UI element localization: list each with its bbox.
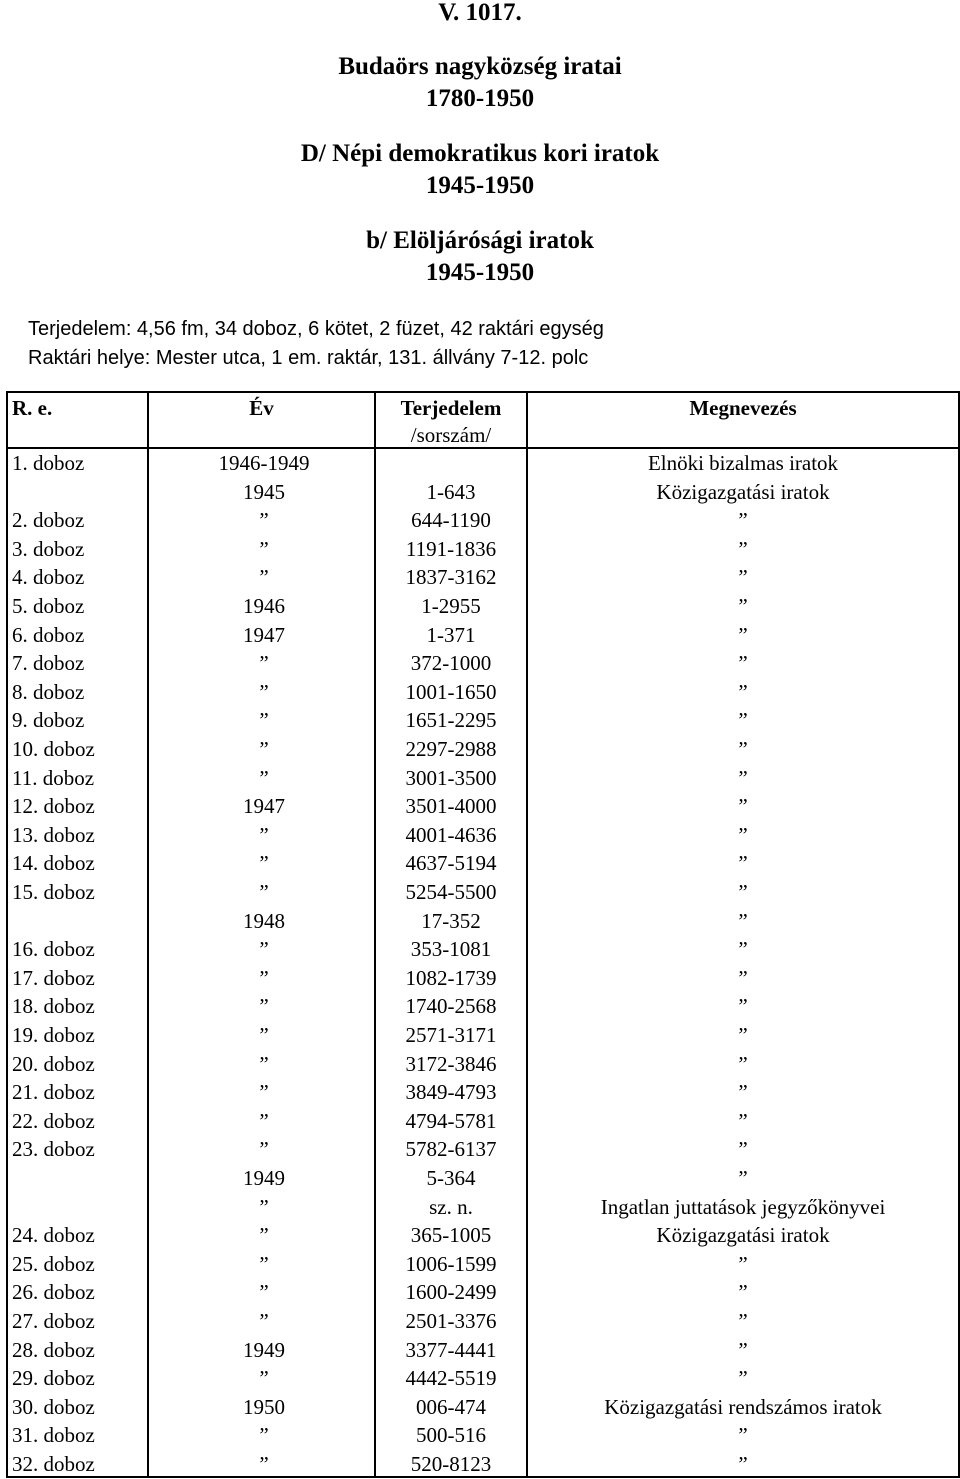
- section-title: D/ Népi demokratikus kori iratok: [300, 140, 660, 167]
- cell-year: ”: [259, 679, 269, 704]
- cell-re: 3. doboz: [12, 536, 85, 561]
- cell-year: ”: [259, 565, 269, 590]
- cell-year: ”: [259, 1108, 269, 1133]
- cell-re: 27. doboz: [12, 1309, 95, 1333]
- cell-year: 1949: [243, 1166, 285, 1190]
- cell-extent: 365-1005: [410, 1223, 492, 1248]
- cell-year: ”: [259, 737, 269, 761]
- cell-extent: 2501-3376: [405, 1309, 497, 1333]
- cell-extent: 4442-5519: [405, 1366, 497, 1391]
- cell-re: 25. doboz: [12, 1251, 95, 1276]
- table-row: [6, 506, 960, 535]
- cell-year: 1950: [243, 1394, 285, 1419]
- cell-designation: ”: [738, 1251, 748, 1276]
- cell-extent: 1-643: [426, 479, 476, 504]
- cell-re: 19. doboz: [12, 1023, 95, 1047]
- cell-designation: ”: [738, 1337, 748, 1362]
- cell-designation: ”: [738, 908, 748, 933]
- cell-designation: ”: [738, 765, 748, 790]
- cell-extent: 3377-4441: [405, 1337, 497, 1362]
- column-header-designation: Megnevezés: [689, 396, 797, 420]
- cell-extent: 3501-4000: [405, 794, 497, 819]
- cell-designation: ”: [738, 937, 748, 962]
- cell-designation: ”: [738, 822, 748, 847]
- cell-extent: 1082-1739: [405, 965, 497, 990]
- cell-year: ”: [259, 937, 269, 962]
- cell-re: 26. doboz: [12, 1280, 95, 1305]
- table-row: [6, 1364, 960, 1393]
- table-row: [6, 592, 960, 621]
- cell-extent: 1-371: [426, 622, 476, 647]
- cell-re: 4. doboz: [12, 565, 85, 590]
- cell-extent: 520-8123: [410, 1452, 492, 1476]
- cell-re: 30. doboz: [12, 1394, 95, 1419]
- cell-re: 11. doboz: [12, 765, 95, 790]
- cell-year: ”: [259, 1137, 269, 1162]
- table-row: [6, 1221, 960, 1250]
- cell-re: 9. doboz: [12, 708, 85, 733]
- cell-extent: 17-352: [421, 908, 481, 933]
- cell-designation: Ingatlan juttatások jegyzőkönyvei: [600, 1194, 886, 1219]
- cell-designation: ”: [738, 651, 748, 676]
- cell-year: ”: [259, 1452, 269, 1476]
- table-row: [6, 935, 960, 964]
- cell-extent: 5-364: [426, 1166, 476, 1190]
- cell-re: 12. doboz: [12, 794, 95, 819]
- cell-re: 14. doboz: [12, 851, 95, 876]
- document-code: V. 1017.: [438, 0, 522, 26]
- cell-extent: 644-1190: [411, 508, 491, 533]
- cell-re: 24. doboz: [12, 1223, 95, 1248]
- cell-year: 1947: [243, 794, 285, 819]
- cell-designation: ”: [738, 1366, 748, 1391]
- table-row: [6, 1421, 960, 1450]
- cell-extent: 3172-3846: [405, 1051, 497, 1076]
- cell-re: 31. doboz: [12, 1423, 95, 1448]
- table-row: [6, 764, 960, 793]
- cell-extent: 1740-2568: [405, 994, 497, 1019]
- table-row: [6, 964, 960, 993]
- table-row: [6, 706, 960, 735]
- cell-year: ”: [259, 822, 269, 847]
- cell-designation: ”: [738, 1023, 748, 1047]
- table-row: [6, 821, 960, 850]
- subsection-title: b/ Elöljárósági iratok: [366, 227, 594, 254]
- table-row: [6, 878, 960, 907]
- cell-designation: ”: [738, 1452, 748, 1476]
- cell-year: 1949: [243, 1337, 285, 1362]
- cell-extent: 1837-3162: [405, 565, 497, 590]
- cell-re: 17. doboz: [12, 965, 95, 990]
- table-row: [6, 1107, 960, 1136]
- cell-designation: ”: [738, 737, 748, 761]
- cell-re: 21. doboz: [12, 1080, 95, 1105]
- table-row: [6, 1193, 960, 1222]
- location-line: Raktári helye: Mester utca, 1 em. raktár, 131. állvány 7-12. polc: [28, 347, 589, 369]
- cell-re: 15. doboz: [12, 880, 95, 904]
- table-row: [6, 792, 960, 821]
- cell-year: 1947: [243, 622, 285, 647]
- table-row: [6, 1278, 960, 1307]
- cell-re: 22. doboz: [12, 1108, 95, 1133]
- table-row: [6, 1336, 960, 1365]
- table-row: [6, 735, 960, 764]
- cell-re: 8. doboz: [12, 679, 85, 704]
- cell-extent: 4794-5781: [405, 1108, 497, 1133]
- cell-year: ”: [259, 1023, 269, 1047]
- cell-designation: ”: [738, 565, 748, 590]
- cell-year: ”: [259, 851, 269, 876]
- cell-year: ”: [259, 1194, 269, 1219]
- cell-extent: 5254-5500: [405, 880, 497, 904]
- cell-re: 6. doboz: [12, 622, 85, 647]
- cell-extent: 3849-4793: [405, 1080, 497, 1105]
- cell-designation: ”: [738, 536, 748, 561]
- cell-extent: 1651-2295: [405, 708, 497, 733]
- table-row: [6, 563, 960, 592]
- cell-designation: ”: [738, 708, 748, 733]
- table-row: [6, 849, 960, 878]
- cell-extent: 1600-2499: [405, 1280, 497, 1305]
- cell-year: ”: [259, 765, 269, 790]
- cell-designation: Közigazgatási rendszámos iratok: [604, 1394, 882, 1419]
- cell-designation: ”: [738, 622, 748, 647]
- cell-year: ”: [259, 1251, 269, 1276]
- table-row: [6, 907, 960, 936]
- cell-re: 10. doboz: [12, 737, 95, 761]
- cell-designation: ”: [738, 1423, 748, 1448]
- cell-designation: ”: [738, 965, 748, 990]
- cell-extent: 1006-1599: [405, 1251, 497, 1276]
- table-row: [6, 678, 960, 707]
- cell-re: 16. doboz: [12, 937, 95, 962]
- cell-extent: 3001-3500: [405, 765, 497, 790]
- table-row: [6, 1078, 960, 1107]
- table-row: [6, 1250, 960, 1279]
- section-years: 1945-1950: [425, 172, 535, 199]
- table-row: [6, 992, 960, 1021]
- cell-re: 13. doboz: [12, 822, 95, 847]
- cell-extent: 1191-1836: [405, 536, 497, 561]
- cell-designation: ”: [738, 994, 748, 1019]
- column-header-re: R. e.: [12, 396, 53, 420]
- cell-designation: ”: [738, 1280, 748, 1305]
- cell-year: ”: [259, 651, 269, 676]
- cell-designation: ”: [738, 1080, 748, 1105]
- column-header-extent: Terjedelem: [400, 396, 502, 420]
- cell-extent: 2297-2988: [405, 737, 497, 761]
- document-title-years: 1780-1950: [425, 85, 535, 112]
- cell-extent: 372-1000: [410, 651, 492, 676]
- cell-re: 29. doboz: [12, 1366, 95, 1391]
- inventory-table: [6, 391, 960, 1478]
- cell-extent: 006-474: [416, 1394, 486, 1419]
- cell-year: ”: [259, 1223, 269, 1248]
- cell-year: 1945: [243, 479, 285, 504]
- table-row: [6, 1450, 960, 1479]
- cell-extent: 353-1081: [410, 937, 492, 962]
- cell-re: 5. doboz: [12, 594, 85, 618]
- table-row: [6, 535, 960, 564]
- table-row: [6, 1050, 960, 1079]
- cell-designation: ”: [738, 508, 748, 533]
- cell-extent: 1-2955: [421, 594, 481, 618]
- cell-extent: sz. n.: [429, 1194, 473, 1219]
- cell-designation: ”: [738, 1309, 748, 1333]
- cell-extent: 4001-4636: [405, 822, 497, 847]
- table-border-top: [6, 391, 960, 393]
- cell-designation: ”: [738, 1051, 748, 1076]
- cell-designation: Elnöki bizalmas iratok: [647, 451, 839, 475]
- cell-year: ”: [259, 1309, 269, 1333]
- cell-designation: ”: [738, 880, 748, 904]
- table-row: [6, 449, 960, 478]
- column-header-year: Év: [249, 396, 274, 420]
- cell-designation: ”: [738, 1137, 748, 1162]
- cell-extent: 1001-1650: [405, 679, 497, 704]
- cell-year: ”: [259, 508, 269, 533]
- cell-extent: 4637-5194: [405, 851, 497, 876]
- cell-year: ”: [259, 1051, 269, 1076]
- table-row: [6, 1021, 960, 1050]
- cell-re: 23. doboz: [12, 1137, 95, 1162]
- cell-designation: ”: [738, 1108, 748, 1133]
- cell-designation: ”: [738, 594, 748, 618]
- cell-year: ”: [259, 1280, 269, 1305]
- cell-re: 2. doboz: [12, 508, 85, 533]
- cell-designation: ”: [738, 679, 748, 704]
- cell-year: ”: [259, 994, 269, 1019]
- cell-year: ”: [259, 1080, 269, 1105]
- table-row: [6, 1307, 960, 1336]
- cell-designation: ”: [738, 851, 748, 876]
- cell-re: 28. doboz: [12, 1337, 95, 1362]
- table-row: [6, 1393, 960, 1422]
- cell-re: 32. doboz: [12, 1452, 95, 1476]
- cell-re: 7. doboz: [12, 651, 85, 676]
- table-row: [6, 1135, 960, 1164]
- subsection-years: 1945-1950: [425, 259, 535, 286]
- cell-year: 1948: [243, 908, 285, 933]
- cell-year: ”: [259, 1366, 269, 1391]
- cell-year: ”: [259, 536, 269, 561]
- cell-re: 18. doboz: [12, 994, 95, 1019]
- cell-year: 1946-1949: [218, 451, 310, 475]
- cell-year: 1946: [243, 594, 285, 618]
- column-header-extent-sub: /sorszám/: [410, 423, 492, 447]
- cell-year: ”: [259, 1423, 269, 1448]
- table-row: [6, 478, 960, 507]
- cell-designation: ”: [738, 1166, 748, 1190]
- extent-line: Terjedelem: 4,56 fm, 34 doboz, 6 kötet, 2 füzet, 42 raktári egység: [28, 318, 604, 340]
- document-title: Budaörs nagyközség iratai: [338, 53, 622, 80]
- cell-year: ”: [259, 880, 269, 904]
- cell-extent: 500-516: [416, 1423, 486, 1448]
- cell-re: 1. doboz: [12, 451, 85, 475]
- table-row: [6, 1164, 960, 1193]
- table-row: [6, 621, 960, 650]
- cell-extent: 2571-3171: [405, 1023, 497, 1047]
- cell-designation: Közigazgatási iratok: [656, 1223, 830, 1248]
- table-row: [6, 649, 960, 678]
- cell-re: 20. doboz: [12, 1051, 95, 1076]
- cell-designation: Közigazgatási iratok: [656, 479, 830, 504]
- cell-year: ”: [259, 708, 269, 733]
- cell-year: ”: [259, 965, 269, 990]
- cell-extent: 5782-6137: [405, 1137, 497, 1162]
- cell-designation: ”: [738, 794, 748, 819]
